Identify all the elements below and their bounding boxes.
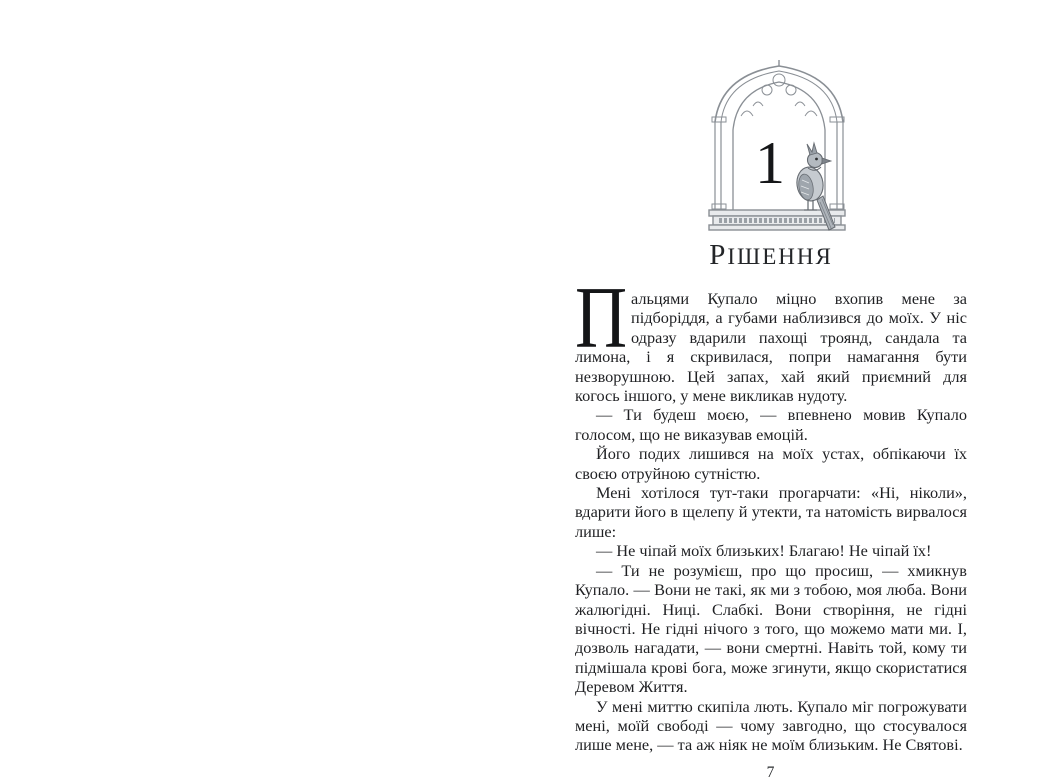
paragraph: — Ти не розумієш, про що просиш, — хмикнув Купало. — Вони не такі, як ми з тобою, моя люба. Вони жалюгідні. Ниці. Слабкі. Вони створіння, не гідні вічності. Не гідні нічого з того, що можемо мати ми. І, дозволь нагадати, — вони смертні. Навіть той, кому ти підмішала крові бога, може згинути, якщо скористатися Деревом Життя.: [575, 560, 967, 697]
paragraph: Мені хотілося тут-таки прогарчати: «Ні, ніколи», вдарити його в щелепу й утекти, та натомість вирвалося лише:: [575, 483, 967, 541]
page-left-blank: [0, 0, 525, 770]
drop-cap: П: [575, 270, 628, 367]
chapter-page-content: [575, 60, 967, 782]
paragraph: — Ти будеш моєю, — впевнено мовив Купало голосом, що не виказував емоцій.: [575, 405, 967, 444]
gothic-window-illustration: [707, 60, 855, 235]
chapter-ornament: [575, 60, 967, 235]
paragraph: — Не чіпай моїх близьких! Благаю! Не чіпай їх!: [596, 541, 932, 561]
chapter-number: 1: [755, 130, 785, 196]
paragraph: Пальцями Купало міцно вхопив мене за підборіддя, а губами наблизився до моїх. У ніс одразу вдарили пахощі троянд, сандала та лимона, і я скривилася, попри намагання бути незворушною. Цей запах, хай який приємний для когось іншого, у мене викликав нудоту.: [575, 270, 967, 406]
paragraph: У мені миттю скипіла лють. Купало міг погрожувати мені, моїй свободі — чому завгодно, що стосувалося лише мене, — та аж ніяк не моїм близьким. Не Святові.: [575, 696, 967, 755]
chapter-body: [575, 270, 967, 755]
page-right: [525, 0, 1050, 781]
page-number: 7: [766, 763, 776, 781]
chapter-title: РІШЕННЯ: [709, 239, 833, 271]
paragraph: Його подих лишився на моїх устах, обпікаючи їх своєю отруйною сутністю.: [575, 444, 967, 483]
